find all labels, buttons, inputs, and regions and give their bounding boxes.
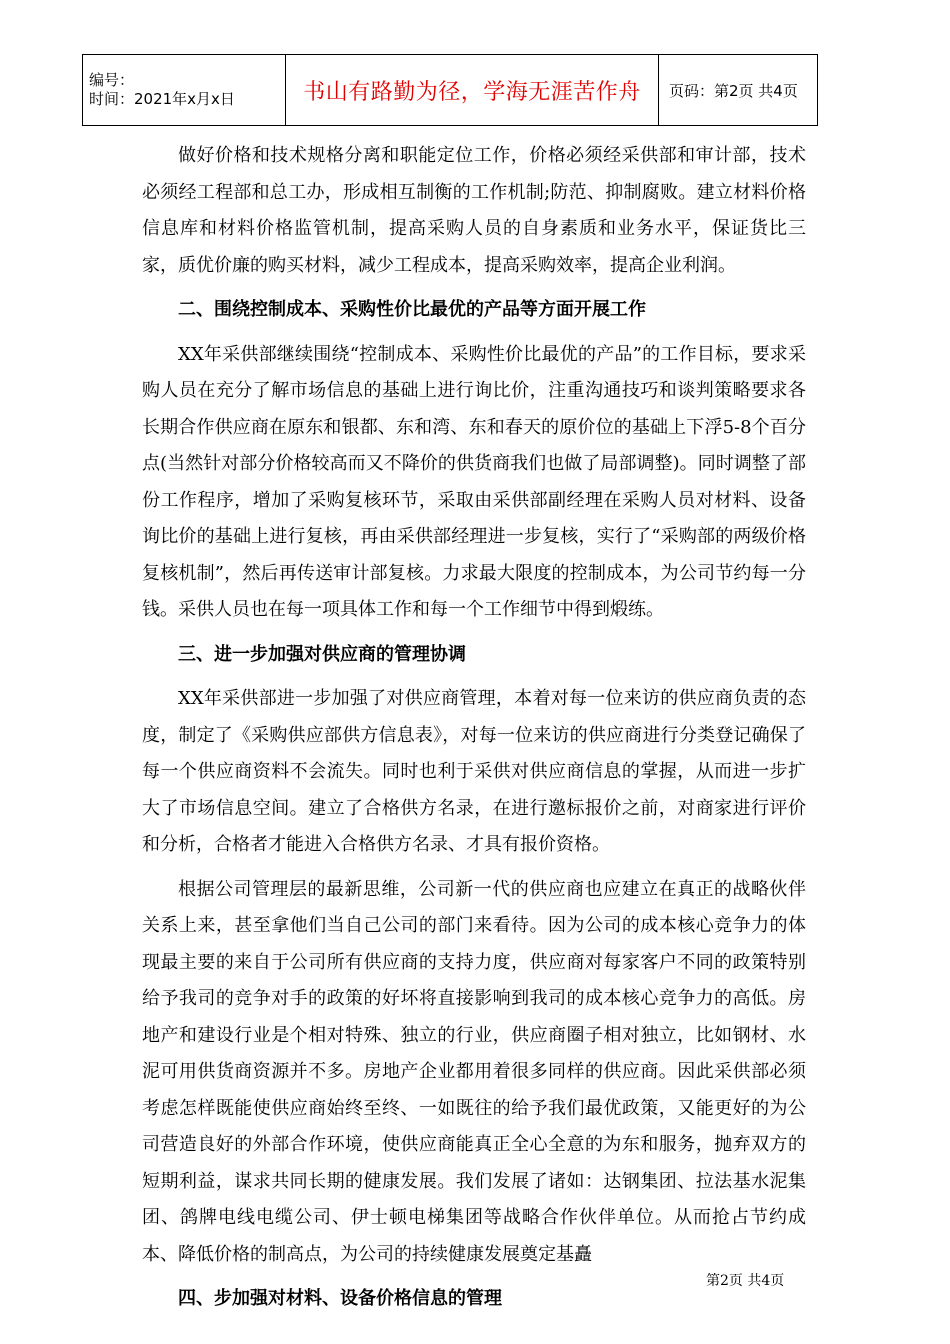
section-heading: 三、进一步加强对供应商的管理协调 (178, 643, 466, 665)
header-page-info: 页码：第2页 共4页 (659, 55, 818, 126)
header-motto: 书山有路勤为径，学海无涯苦作舟 (286, 55, 659, 126)
document-body (142, 138, 806, 1326)
time-label: 时间：2021年x月x日 (89, 90, 235, 108)
section-heading: 四、步加强对材料、设备价格信息的管理 (178, 1288, 502, 1309)
document-header (82, 54, 818, 126)
paragraph: XX年采供部继续围绕“控制成本、采购性价比最优的产品”的工作目标，要求采购人员在充分了解市场信息的基础上进行询比价，注重沟通技巧和谈判策略要求各长期合作供应商在原东和银都、东和湾、东和春天的原价位的基础上下浮5-8个百分点(当然针对部分价格较高而又不降价的供货商我们也做了局部调整)。同时调整了部份工作程序，增加了采购复核环节，采取由采供部副经理在采购人员对材料、设备询比价的基础上进行复核，再由采供部经理进一步复核，实行了“采购部的两级价格复核机制”，然后再传送审计部复核。力求最大限度的控制成本，为公司节约每一分钱。采供人员也在每一项具体工作和每一个工作细节中得到煅练。 (142, 343, 806, 620)
paragraph: 根据公司管理层的最新思维，公司新一代的供应商也应建立在真正的战略伙伴关系上来，甚至拿他们当自己公司的部门来看待。因为公司的成本核心竞争力的体现最主要的来自于公司所有供应商的支持力度，供应商对每家客户不同的政策特别给予我司的竞争对手的政策的好坏将直接影响到我司的成本核心竞争力的高低。房地产和建设行业是个相对特殊、独立的行业，供应商圈子相对独立，比如钢材、水泥可用供货商资源并不多。房地产企业都用着很多同样的供应商。因此采供部必须考虑怎样既能使供应商始终至终、一如既往的给予我们最优政策，又能更好的为公司营造良好的外部合作环境，使供应商能真正全心全意的为东和服务，抛弃双方的短期利益，谋求共同长期的健康发展。我们发展了诸如：达钢集团、拉法基水泥集团、鸽牌电线电缆公司、伊士顿电梯集团等战略合作伙伴单位。从而抢占节约成本、降低价格的制高点，为公司的持续健康发展奠定基矗 (142, 878, 806, 1265)
section-heading: 二、围绕控制成本、采购性价比最优的产品等方面开展工作 (178, 299, 646, 320)
serial-label: 编号： (89, 71, 135, 89)
paragraph: XX年采供部进一步加强了对供应商管理，本着对每一位来访的供应商负责的态度，制定了《采购供应部供方信息表》，对每一位来访的供应商进行分类登记确保了每一个供应商资料不会流失。同时也利于采供对供应商信息的掌握，从而进一步扩大了市场信息空间。建立了合格供方名录，在进行邀标报价之前，对商家进行评价和分析，合格者才能进入合格供方名录、才具有报价资格。 (142, 688, 806, 855)
paragraph: 做好价格和技术规格分离和职能定位工作，价格必须经采供部和审计部，技术必须经工程部和总工办，形成相互制衡的工作机制;防范、抑制腐败。建立材料价格信息库和材料价格监管机制，提高采购人员的自身素质和业务水平，保证货比三家，质优价廉的购买材料，减少工程成本，提高采购效率，提高企业利润。 (142, 145, 806, 276)
page-footer: 第2页 共4页 (706, 1273, 785, 1289)
header-meta-cell (83, 55, 286, 126)
